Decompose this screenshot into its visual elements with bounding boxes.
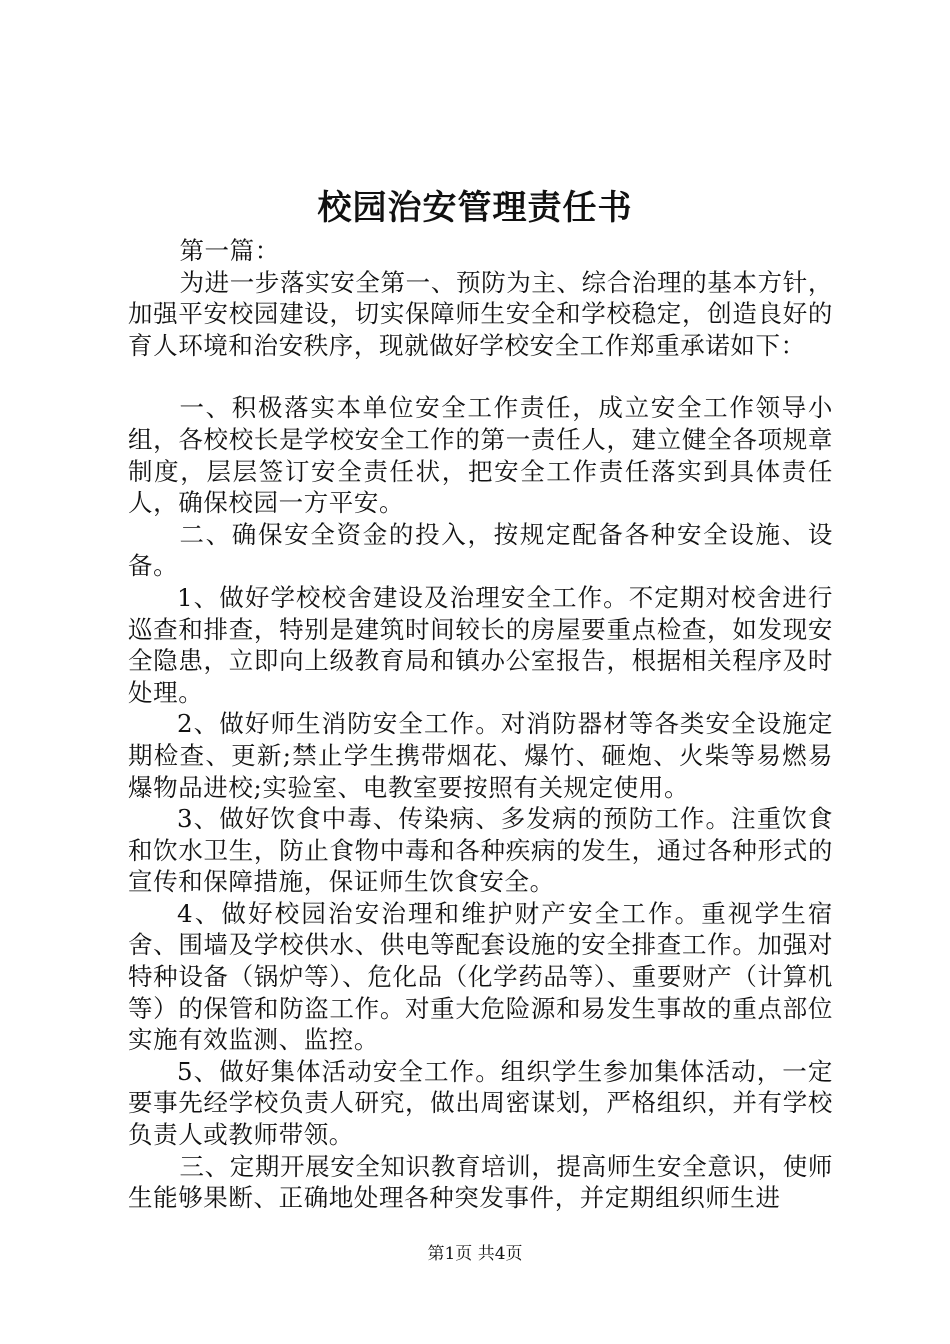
item-1-paragraph: 1、做好学校校舍建设及治理安全工作。不定期对校舍进行巡查和排查，特别是建筑时间较长的房屋要重点检查，如发现安全隐患，立即向上级教育局和镇办公室报告，根据相关程序及时处理。 bbox=[128, 582, 833, 707]
section-heading: 第一篇： bbox=[179, 236, 280, 265]
paragraph-spacer bbox=[128, 361, 833, 392]
document-title: 校园治安管理责任书 bbox=[317, 188, 633, 228]
item-3-paragraph: 3、做好饮食中毒、传染病、多发病的预防工作。注重饮食和饮水卫生，防止食物中毒和各种疾病的发生，通过各种形式的宣传和保障措施，保证师生饮食安全。 bbox=[128, 804, 833, 897]
clause-2-paragraph: 二、确保安全资金的投入，按规定配备各种安全设施、设备。 bbox=[128, 519, 833, 581]
item-4-paragraph: 4、做好校园治安治理和维护财产安全工作。重视学生宿舍、围墙及学校供水、供电等配套设施的安全排查工作。加强对特种设备（锅炉等）、危化品（化学药品等）、重要财产（计算机等）的保管和防盗工作。对重大危险源和易发生事故的重点部位实施有效监测、监控。 bbox=[128, 898, 833, 1055]
intro-paragraph: 为进一步落实安全第一、预防为主、综合治理的基本方针，加强平安校园建设，切实保障师生安全和学校稳定，创造良好的育人环境和治安秩序，现就做好学校安全工作郑重承诺如下： bbox=[128, 267, 833, 360]
document-body bbox=[128, 235, 833, 1214]
item-5-paragraph: 5、做好集体活动安全工作。组织学生参加集体活动，一定要事先经学校负责人研究，做出周密谋划，严格组织，并有学校负责人或教师带领。 bbox=[128, 1056, 833, 1150]
page-footer: 第1页 共4页 bbox=[427, 1244, 523, 1264]
clause-1-paragraph: 一、积极落实本单位安全工作责任，成立安全工作领导小组，各校校长是学校安全工作的第一责任人，建立健全各项规章制度，层层签订安全责任状，把安全工作责任落实到具体责任人，确保校园一方平安。 bbox=[128, 393, 833, 518]
clause-3-paragraph: 三、定期开展安全知识教育培训，提高师生安全意识，使师生能够果断、正确地处理各种突发事件，并定期组织师生进 bbox=[128, 1151, 833, 1213]
item-2-paragraph: 2、做好师生消防安全工作。对消防器材等各类安全设施定期检查、更新;禁止学生携带烟花、爆竹、砸炮、火柴等易燃易爆物品进校;实验室、电教室要按照有关规定使用。 bbox=[128, 709, 833, 802]
